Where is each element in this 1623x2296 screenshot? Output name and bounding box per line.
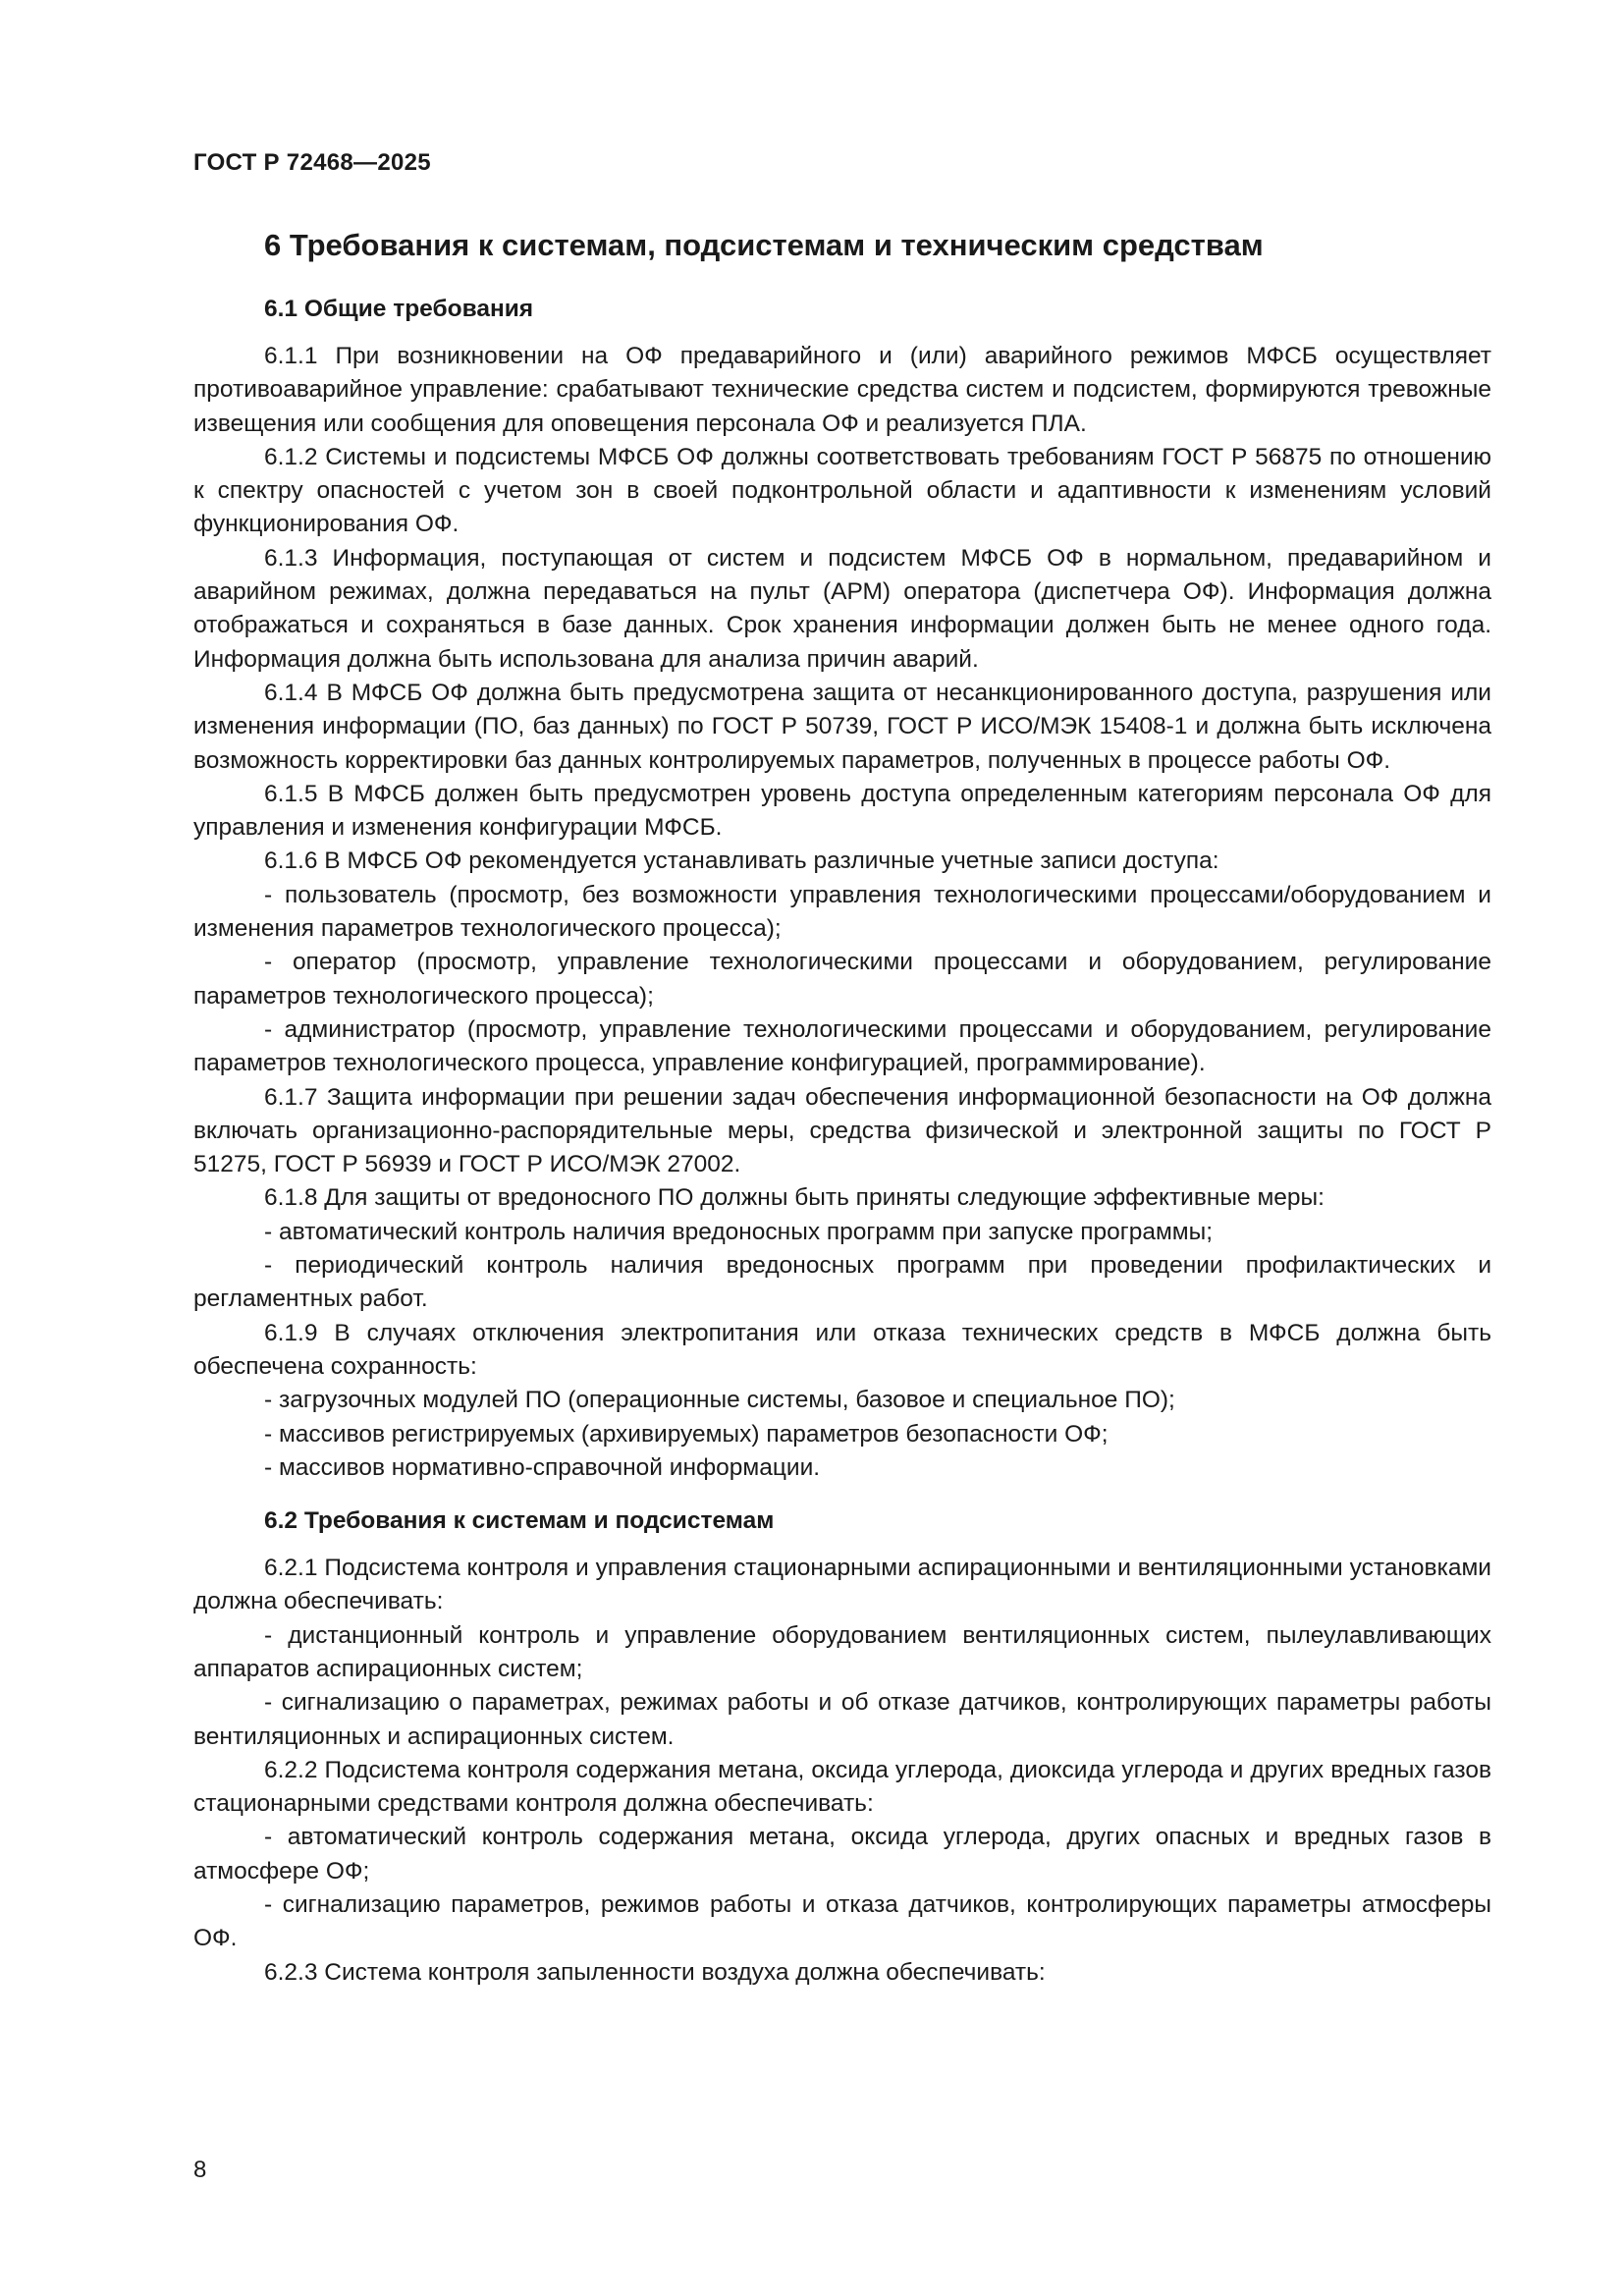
page-content [193,224,1491,1990]
clause-6-2-3: 6.2.3 Система контроля запыленности воздуха должна обеспечивать: [264,1958,1046,1986]
list-item: - автоматический контроль наличия вредоносных программ при запуске программы; [264,1218,1214,1245]
section-title: 6 Требования к системам, подсистемам и техническим средствам [264,228,1264,262]
clause-6-1-7: 6.1.7 Защита информации при решении задач обеспечения информационной безопасности на ОФ должна включать организационно-распорядительные меры, средства физической и электронной защиты по ГОСТ Р 51275, ГОСТ Р 56939 и ГОСТ Р ИСО/МЭК 27002. [193,1083,1491,1178]
list-item: - дистанционный контроль и управление оборудованием вентиляционных систем, пылеулавливающих аппаратов аспирационных систем; [193,1621,1491,1682]
clause-6-1-3: 6.1.3 Информация, поступающая от систем и подсистем МФСБ ОФ в нормальном, предаварийном и аварийном режимах, должна передаваться на пульт (АРМ) оператора (диспетчера ОФ). Информация должна отображаться и сохраняться в базе данных. Срок хранения информации должен быть не менее одного года. Информация должна быть использована для анализа причин аварий. [193,544,1491,673]
document-code-header: ГОСТ Р 72468—2025 [193,149,431,176]
clause-6-1-9: 6.1.9 В случаях отключения электропитания или отказа технических средств в МФСБ должна быть обеспечена сохранность: [193,1319,1491,1380]
list-item: - оператор (просмотр, управление технологическими процессами и оборудованием, регулирование параметров технологического процесса); [193,949,1491,1010]
clause-6-1-5: 6.1.5 В МФСБ должен быть предусмотрен уровень доступа определенным категориям персонала ОФ для управления и изменения конфигурации МФСБ. [193,780,1491,842]
list-item: - периодический контроль наличия вредоносных программ при проведении профилактических и регламентных работ. [193,1252,1491,1313]
list-item: - массивов регистрируемых (архивируемых) параметров безопасности ОФ; [264,1420,1109,1448]
clause-6-2-2: 6.2.2 Подсистема контроля содержания метана, оксида углерода, диоксида углерода и других вредных газов стационарными средствами контроля должна обеспечивать: [193,1756,1491,1818]
list-item: - массивов нормативно-справочной информации. [264,1453,821,1481]
list-item: - автоматический контроль содержания метана, оксида углерода, других опасных и вредных газов в атмосфере ОФ; [193,1824,1491,1885]
list-item: - сигнализацию о параметрах, режимах работы и об отказе датчиков, контролирующих параметры работы вентиляционных и аспирационных систем. [193,1689,1491,1750]
clause-6-2-1: 6.2.1 Подсистема контроля и управления стационарными аспирационными и вентиляционными установками должна обеспечивать: [193,1555,1491,1615]
list-item: - пользователь (просмотр, без возможности управления технологическими процессами/оборудованием и изменения параметров технологического процесса); [193,881,1491,943]
subsection-title-6-2: 6.2 Требования к системам и подсистемам [264,1507,775,1535]
clause-6-1-6: 6.1.6 В МФСБ ОФ рекомендуется устанавливать различные учетные записи доступа: [264,847,1219,875]
list-item: - загрузочных модулей ПО (операционные системы, базовое и специальное ПО); [264,1387,1175,1414]
clause-6-1-1: 6.1.1 При возникновении на ОФ предаварийного и (или) аварийного режимов МФСБ осуществляет противоаварийное управление: срабатывают технические средства систем и подсистем, формируются тревожные извещения или сообщения для оповещения персонала ОФ и реализуется ПЛА. [193,343,1491,437]
clause-6-1-4: 6.1.4 В МФСБ ОФ должна быть предусмотрена защита от несанкционированного доступа, разрушения или изменения информации (ПО, баз данных) по ГОСТ Р 50739, ГОСТ Р ИСО/МЭК 15408-1 и должна быть исключена возможность корректировки баз данных контролируемых параметров, полученных в процессе работы ОФ. [193,679,1491,774]
subsection-title-6-1: 6.1 Общие требования [264,296,534,322]
clause-6-1-2: 6.1.2 Системы и подсистемы МФСБ ОФ должны соответствовать требованиям ГОСТ Р 56875 по отношению к спектру опасностей с учетом зон в своей подконтрольной области и адаптивности к изменениям условий функционирования ОФ. [193,443,1491,538]
list-item: - сигнализацию параметров, режимов работы и отказа датчиков, контролирующих параметры атмосферы ОФ. [193,1891,1491,1952]
page-number: 8 [193,2157,207,2183]
clause-6-1-8: 6.1.8 Для защиты от вредоносного ПО должны быть приняты следующие эффективные меры: [264,1184,1325,1212]
list-item: - администратор (просмотр, управление технологическими процессами и оборудованием, регулирование параметров технологического процесса, управление конфигурацией, программирование). [193,1015,1491,1077]
